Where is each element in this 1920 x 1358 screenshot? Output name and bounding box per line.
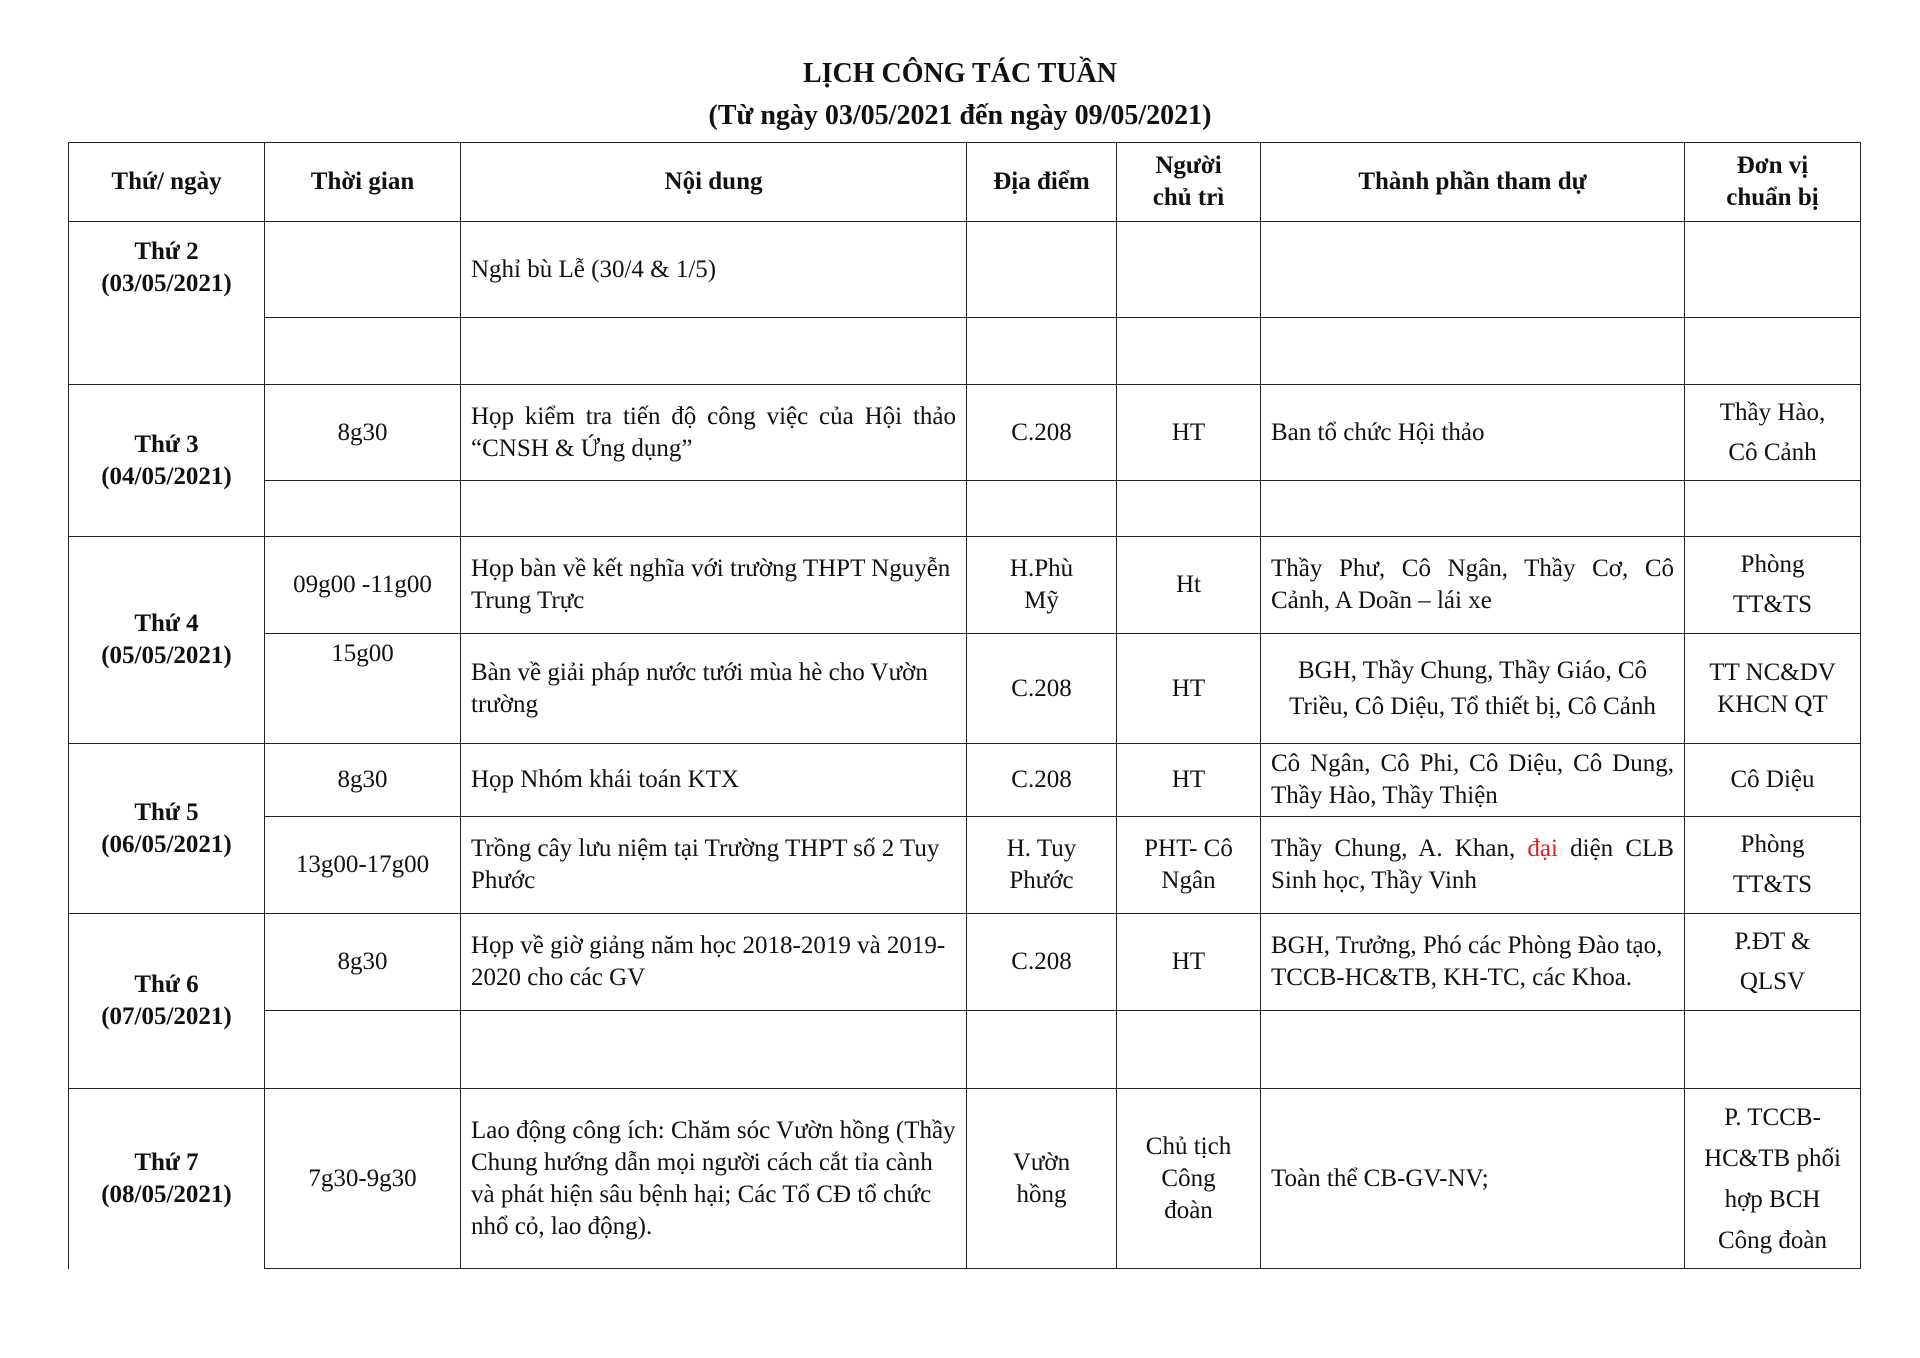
place-cell bbox=[967, 817, 1117, 914]
day-cell bbox=[69, 744, 265, 914]
place-line: hồng bbox=[1016, 1180, 1067, 1208]
table-row bbox=[69, 744, 1861, 817]
unit-line: Thầy Hào, bbox=[1719, 398, 1826, 426]
day-name: Thứ 3 bbox=[134, 430, 199, 458]
table-row bbox=[69, 1011, 1861, 1089]
header-attendees: Thành phần tham dự bbox=[1261, 143, 1685, 222]
attendees-cell bbox=[1261, 222, 1685, 318]
host-line: Ngân bbox=[1161, 867, 1216, 894]
unit-line: Phòng bbox=[1740, 551, 1805, 578]
empty-cell bbox=[461, 481, 967, 537]
place-cell bbox=[967, 222, 1117, 318]
unit-cell bbox=[1685, 817, 1861, 914]
content-cell: Bàn về giải pháp nước tưới mùa hè cho Vườn trường bbox=[461, 634, 967, 744]
place-cell: C.208 bbox=[967, 385, 1117, 481]
day-cell bbox=[69, 914, 265, 1089]
unit-line: Cô Cảnh bbox=[1728, 438, 1817, 466]
day-name: Thứ 4 bbox=[134, 610, 199, 637]
empty-cell bbox=[1261, 1011, 1685, 1089]
header-unit bbox=[1685, 143, 1861, 222]
table-row bbox=[69, 481, 1861, 537]
day-date: (06/05/2021) bbox=[101, 830, 232, 858]
time-cell: 13g00-17g00 bbox=[265, 817, 461, 914]
page-title: LỊCH CÔNG TÁC TUẦN bbox=[802, 58, 1117, 89]
day-cell bbox=[69, 222, 265, 385]
day-name: Thứ 6 bbox=[134, 971, 199, 998]
header-place-label: Địa điểm bbox=[993, 168, 1090, 195]
header-place bbox=[967, 143, 1117, 222]
unit-line: P.ĐT & bbox=[1734, 928, 1811, 955]
empty-cell bbox=[1117, 318, 1261, 385]
day-cell bbox=[69, 385, 265, 537]
content-cell: Lao động công ích: Chăm sóc Vườn hồng (Thầy Chung hướng dẫn mọi người cách cắt tỉa cành và phát hiện sâu bệnh hại; Các Tổ CĐ tổ chức nhổ cỏ, lao động). bbox=[461, 1089, 967, 1269]
day-date: (08/05/2021) bbox=[101, 1180, 232, 1208]
place-line: H. Tuy bbox=[1006, 835, 1077, 862]
time-cell: 09g00 -11g00 bbox=[265, 537, 461, 634]
header-host-line2: chủ trì bbox=[1152, 184, 1225, 211]
attendees-cell: BGH, Thầy Chung, Thầy Giáo, Cô Triều, Cô Diệu, Tổ thiết bị, Cô Cảnh bbox=[1261, 634, 1685, 744]
time-cell: 8g30 bbox=[265, 385, 461, 481]
attendees-cell: Ban tổ chức Hội thảo bbox=[1261, 385, 1685, 481]
table-row bbox=[69, 1089, 1861, 1269]
host-cell bbox=[1117, 817, 1261, 914]
content-cell: Nghỉ bù Lễ (30/4 & 1/5) bbox=[461, 222, 967, 318]
table-row bbox=[69, 318, 1861, 385]
empty-cell bbox=[1117, 481, 1261, 537]
attendees-text: diện CLB Sinh học, Thầy Vinh bbox=[1271, 835, 1674, 894]
day-cell bbox=[69, 537, 265, 744]
time-cell: 7g30-9g30 bbox=[265, 1089, 461, 1269]
header-unit-line1: Đơn vị bbox=[1736, 152, 1809, 179]
header-content: Nội dung bbox=[461, 143, 967, 222]
host-cell: HT bbox=[1117, 385, 1261, 481]
content-cell: Họp về giờ giảng năm học 2018-2019 và 2019-2020 cho các GV bbox=[461, 914, 967, 1011]
empty-cell bbox=[1261, 481, 1685, 537]
day-name: Thứ 7 bbox=[134, 1148, 199, 1176]
day-name: Thứ 5 bbox=[134, 798, 199, 826]
host-cell: HT bbox=[1117, 914, 1261, 1011]
header-day: Thứ/ ngày bbox=[69, 143, 265, 222]
host-cell: HT bbox=[1117, 634, 1261, 744]
host-cell: Ht bbox=[1117, 537, 1261, 634]
time-cell: 15g00 bbox=[265, 634, 461, 744]
unit-cell bbox=[1685, 914, 1861, 1011]
table-row bbox=[69, 634, 1861, 744]
unit-cell bbox=[1685, 222, 1861, 318]
host-line: Công bbox=[1161, 1164, 1216, 1192]
table-row bbox=[69, 385, 1861, 481]
page-subtitle: (Từ ngày 03/05/2021 đến ngày 09/05/2021) bbox=[708, 100, 1212, 131]
unit-line: P. TCCB- bbox=[1724, 1103, 1821, 1131]
host-line: PHT- Cô bbox=[1144, 835, 1233, 862]
time-cell bbox=[265, 222, 461, 318]
header-host-line1: Người bbox=[1155, 152, 1222, 179]
place-cell: C.208 bbox=[967, 914, 1117, 1011]
header-time: Thời gian bbox=[265, 143, 461, 222]
attendees-cell: Toàn thể CB-GV-NV; bbox=[1261, 1089, 1685, 1269]
empty-cell bbox=[461, 1011, 967, 1089]
host-cell bbox=[1117, 222, 1261, 318]
attendees-text: Thầy Chung, A. Khan, bbox=[1271, 835, 1528, 862]
empty-cell bbox=[265, 481, 461, 537]
attendees-highlight: đại bbox=[1527, 835, 1558, 862]
day-name: Thứ 2 bbox=[134, 238, 199, 265]
empty-cell bbox=[1261, 318, 1685, 385]
unit-line: Công đoàn bbox=[1717, 1226, 1828, 1254]
unit-line: Phòng bbox=[1740, 831, 1805, 858]
unit-line: HC&TB phối bbox=[1704, 1144, 1841, 1172]
content-cell: Trồng cây lưu niệm tại Trường THPT số 2 Tuy Phước bbox=[461, 817, 967, 914]
host-line: Chủ tịch bbox=[1145, 1132, 1232, 1160]
attendees-cell: BGH, Trưởng, Phó các Phòng Đào tạo, TCCB-HC&TB, KH-TC, các Khoa. bbox=[1261, 914, 1685, 1011]
day-date: (04/05/2021) bbox=[101, 462, 232, 490]
table-row bbox=[69, 537, 1861, 634]
empty-cell bbox=[1685, 481, 1861, 537]
table-row bbox=[69, 817, 1861, 914]
unit-line: TT&TS bbox=[1732, 591, 1813, 618]
day-date: (03/05/2021) bbox=[101, 270, 232, 297]
place-cell: C.208 bbox=[967, 744, 1117, 817]
day-date: (05/05/2021) bbox=[101, 642, 232, 669]
unit-line: KHCN QT bbox=[1717, 690, 1828, 718]
content-cell: Họp Nhóm khái toán KTX bbox=[461, 744, 967, 817]
place-line: H.Phù bbox=[1009, 555, 1074, 582]
place-cell bbox=[967, 1089, 1117, 1269]
unit-line: QLSV bbox=[1739, 968, 1806, 995]
header-row bbox=[69, 143, 1861, 222]
unit-line: hợp BCH bbox=[1724, 1185, 1821, 1213]
day-cell bbox=[69, 1089, 265, 1269]
place-cell bbox=[967, 537, 1117, 634]
empty-cell bbox=[1685, 1011, 1861, 1089]
unit-line: TT&TS bbox=[1732, 871, 1813, 898]
unit-cell bbox=[1685, 537, 1861, 634]
unit-cell bbox=[1685, 634, 1861, 744]
place-line: Vườn bbox=[1012, 1148, 1071, 1176]
empty-cell bbox=[265, 318, 461, 385]
unit-line: TT NC&DV bbox=[1709, 658, 1836, 686]
header-unit-line2: chuẩn bị bbox=[1726, 184, 1819, 211]
empty-cell bbox=[1117, 1011, 1261, 1089]
host-cell: HT bbox=[1117, 744, 1261, 817]
place-line: Mỹ bbox=[1024, 587, 1059, 614]
table-row bbox=[69, 222, 1861, 318]
content-cell: Họp bàn về kết nghĩa với trường THPT Nguyễn Trung Trực bbox=[461, 537, 967, 634]
empty-cell bbox=[265, 1011, 461, 1089]
host-cell bbox=[1117, 1089, 1261, 1269]
table-row bbox=[69, 914, 1861, 1011]
schedule-table bbox=[68, 142, 1861, 1269]
attendees-cell: Thầy Phư, Cô Ngân, Thầy Cơ, Cô Cảnh, A Doãn – lái xe bbox=[1261, 537, 1685, 634]
time-cell: 8g30 bbox=[265, 914, 461, 1011]
unit-cell bbox=[1685, 385, 1861, 481]
attendees-cell bbox=[1261, 817, 1685, 914]
empty-cell bbox=[1685, 318, 1861, 385]
unit-cell bbox=[1685, 1089, 1861, 1269]
header-host bbox=[1117, 143, 1261, 222]
host-line: đoàn bbox=[1164, 1196, 1213, 1224]
empty-cell bbox=[967, 318, 1117, 385]
day-date: (07/05/2021) bbox=[101, 1003, 232, 1030]
place-line: Phước bbox=[1009, 867, 1074, 894]
time-cell: 8g30 bbox=[265, 744, 461, 817]
empty-cell bbox=[461, 318, 967, 385]
attendees-cell: Cô Ngân, Cô Phi, Cô Diệu, Cô Dung, Thầy Hào, Thầy Thiện bbox=[1261, 744, 1685, 817]
place-cell: C.208 bbox=[967, 634, 1117, 744]
empty-cell bbox=[967, 1011, 1117, 1089]
empty-cell bbox=[967, 481, 1117, 537]
unit-cell: Cô Diệu bbox=[1685, 744, 1861, 817]
content-cell: Họp kiểm tra tiến độ công việc của Hội thảo “CNSH & Ứng dụng” bbox=[461, 385, 967, 481]
